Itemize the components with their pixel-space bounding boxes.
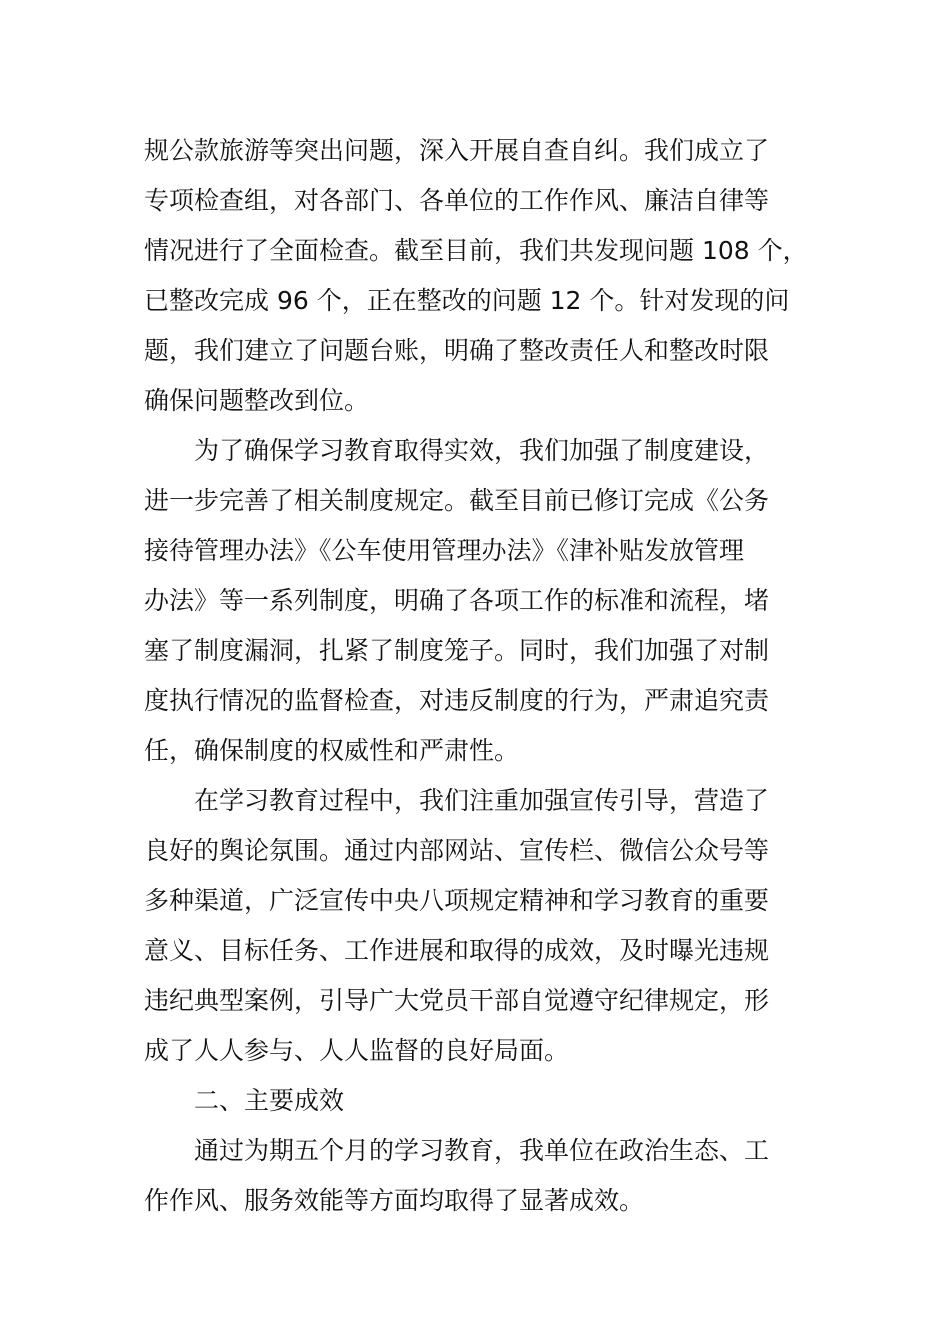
text-line: 塞了制度漏洞，扎紧了制度笼子。同时，我们加强了对制 [144, 636, 770, 665]
paragraph-start-line: 通过为期五个月的学习教育，我单位在政治生态、工 [194, 1136, 770, 1165]
text-line: 题，我们建立了问题台账，明确了整改责任人和整改时限 [144, 336, 770, 365]
text-line: 已整改完成 96 个，正在整改的问题 12 个。针对发现的问 [144, 286, 790, 315]
text-line: 规公款旅游等突出问题，深入开展自查自纠。我们成立了 [144, 136, 770, 165]
text-line: 违纪典型案例，引导广大党员干部自觉遵守纪律规定，形 [144, 986, 770, 1015]
text-line: 进一步完善了相关制度规定。截至目前已修订完成《公务 [144, 486, 770, 515]
text-line: 接待管理办法》《公车使用管理办法》《津补贴发放管理 [144, 536, 745, 565]
section-heading: 二、主要成效 [194, 1086, 345, 1115]
text-line: 成了人人参与、人人监督的良好局面。 [144, 1036, 570, 1065]
paragraph-start-line: 为了确保学习教育取得实效，我们加强了制度建设， [194, 436, 770, 465]
paragraph-start-line: 在学习教育过程中，我们注重加强宣传引导，营造了 [194, 786, 770, 815]
text-line: 情况进行了全面检查。截至目前，我们共发现问题 108 个， [144, 236, 808, 265]
text-line: 多种渠道，广泛宣传中央八项规定精神和学习教育的重要 [144, 886, 770, 915]
text-line: 办法》等一系列制度，明确了各项工作的标准和流程，堵 [144, 586, 770, 615]
text-line: 良好的舆论氛围。通过内部网站、宣传栏、微信公众号等 [144, 836, 770, 865]
text-line: 确保问题整改到位。 [144, 386, 370, 415]
body-text [144, 126, 834, 1226]
text-line: 专项检查组，对各部门、各单位的工作作风、廉洁自律等 [144, 186, 770, 215]
text-line: 意义、目标任务、工作进展和取得的成效，及时曝光违规 [144, 936, 770, 965]
text-line: 作作风、服务效能等方面均取得了显著成效。 [144, 1186, 645, 1215]
text-line: 度执行情况的监督检查，对违反制度的行为，严肃追究责 [144, 686, 770, 715]
text-line: 任，确保制度的权威性和严肃性。 [144, 736, 520, 765]
